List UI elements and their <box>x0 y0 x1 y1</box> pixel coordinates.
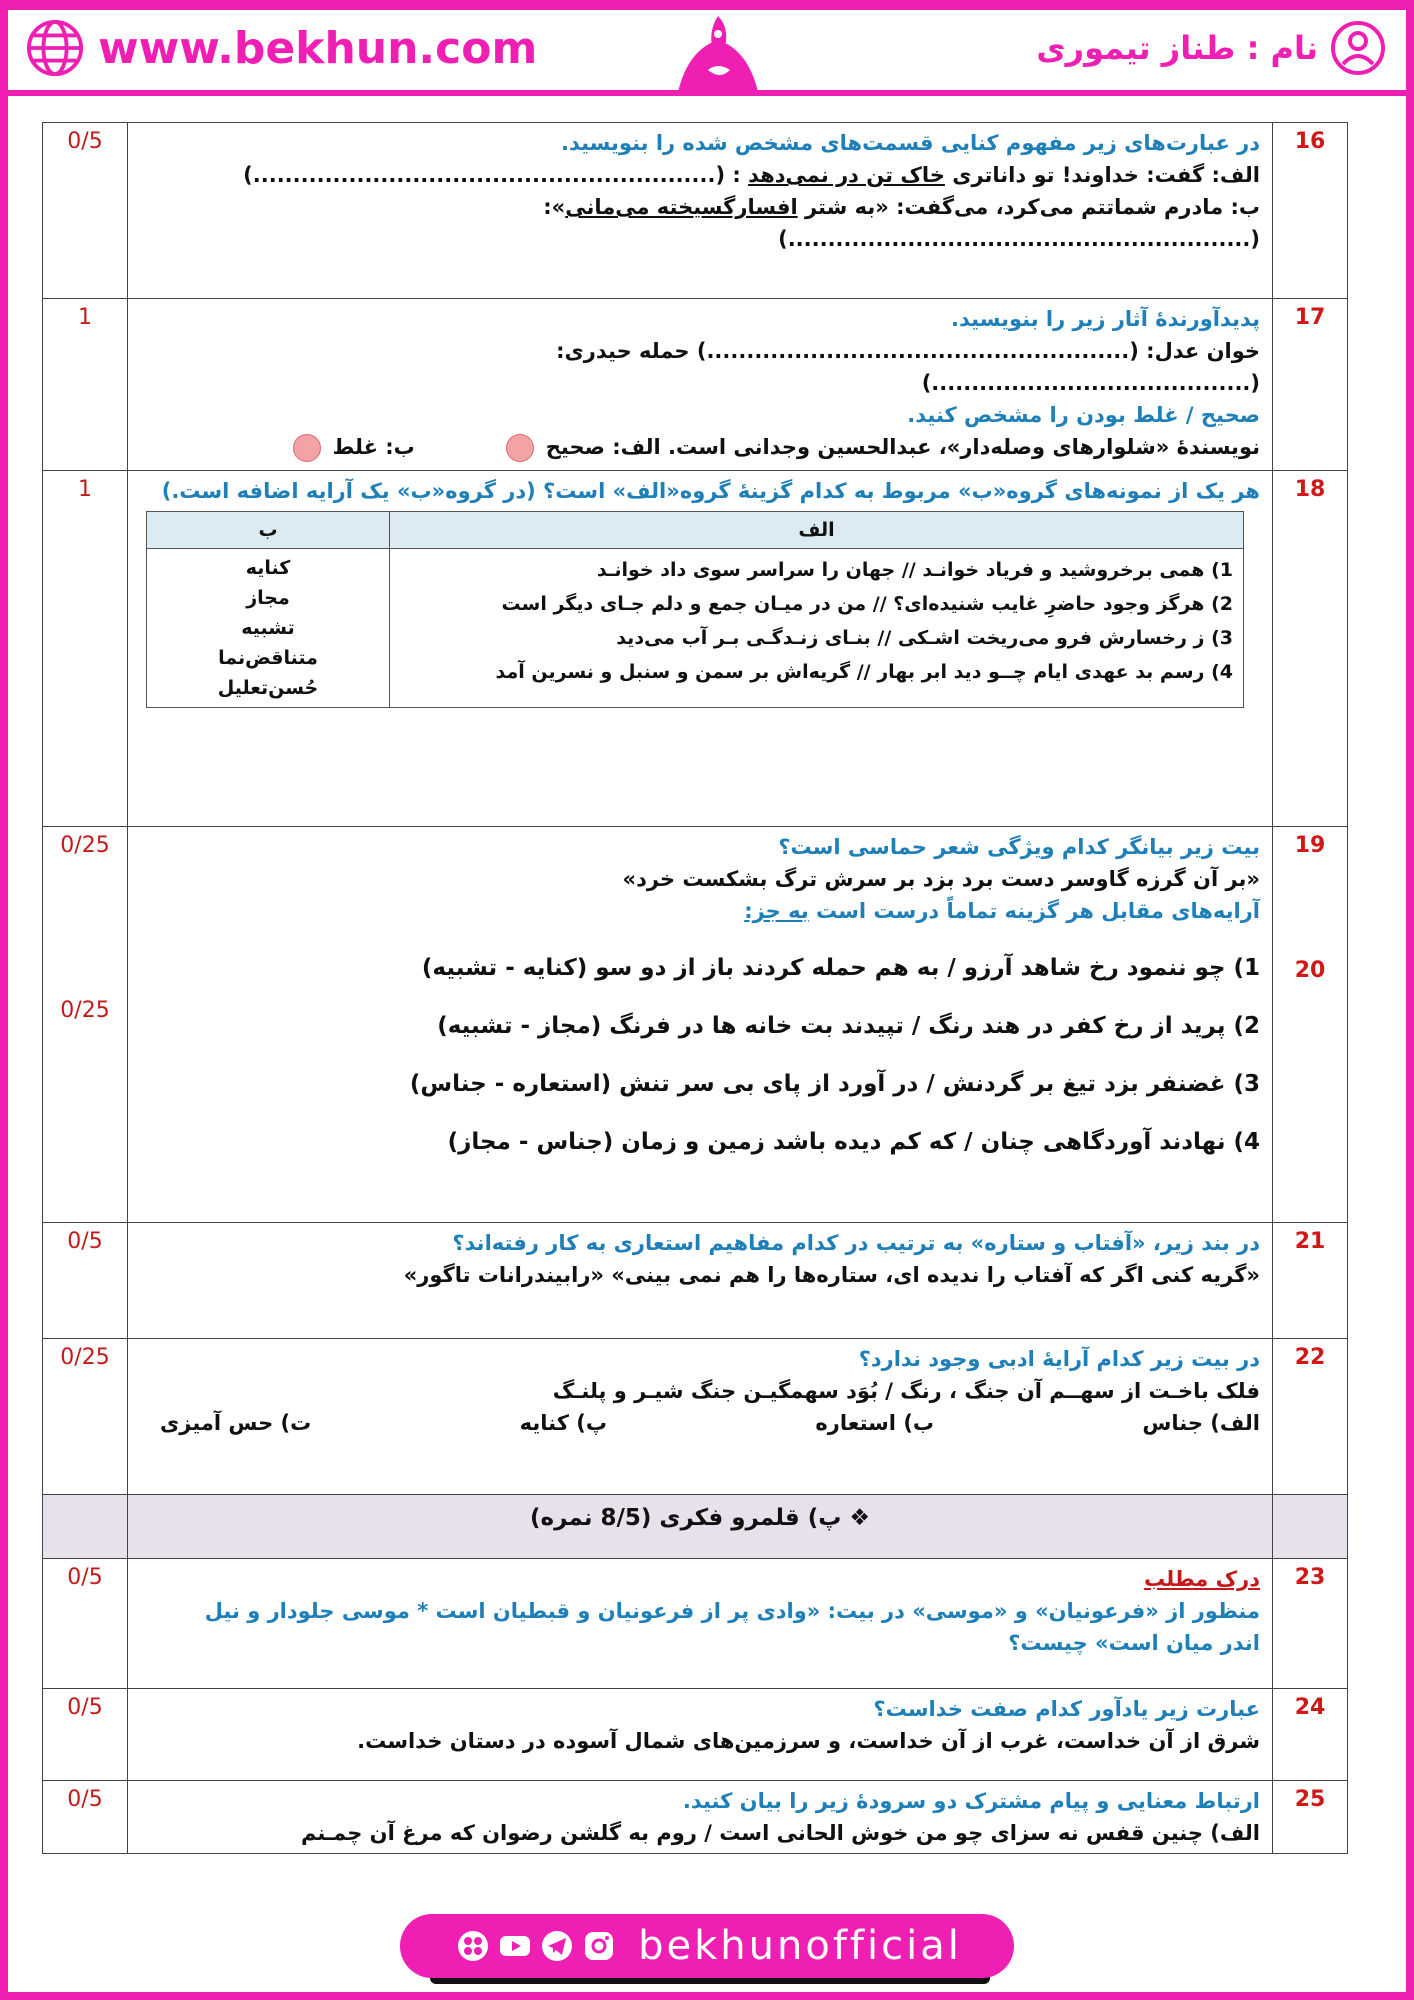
question-body <box>128 123 1273 299</box>
option-3: 3) غضنفر بزد تیغ بر گردنش / در آورد از پای بی سر تنش (استعاره - جناس) <box>409 1071 1260 1097</box>
aparat-icon[interactable] <box>456 1929 490 1963</box>
question-number: 16 <box>1273 123 1348 299</box>
section-header-row <box>43 1495 1348 1559</box>
telegram-icon[interactable] <box>540 1929 574 1963</box>
question-row-24 <box>43 1689 1348 1781</box>
question-number: 18 <box>1273 471 1348 827</box>
sub-heading: درک مطلب <box>1144 1567 1260 1591</box>
user-icon <box>1330 20 1386 76</box>
question-prompt: در بیت زیر کدام آرایهٔ ادبی وجود ندارد؟ <box>858 1347 1260 1371</box>
site-link[interactable] <box>26 18 537 78</box>
student-label: نام : طناز تیموری <box>1036 29 1318 67</box>
globe-icon <box>26 19 84 77</box>
question-row-17 <box>43 299 1348 471</box>
question-prompt: بیت زیر بیانگر کدام ویژگی شعر حماسی است؟ <box>778 835 1260 859</box>
answer-line-b: ب: مادرم شماتتم می‌کرد، می‌گفت: «به شتر افسارگسیخته می‌مانی»: <box>543 195 1260 219</box>
question-score: 0/25 <box>43 1339 128 1495</box>
option-d[interactable]: ت) حس آمیزی <box>160 1411 312 1435</box>
question-prompt: ارتباط معنایی و پیام مشترک دو سرودهٔ زیر را بیان کنید. <box>682 1789 1260 1813</box>
question-row-23 <box>43 1559 1348 1689</box>
group-b-list <box>147 549 390 708</box>
question-row-22 <box>43 1339 1348 1495</box>
option-1: 1) چو ننمود رخ شاهد آرزو / به هم حمله کردند باز از دو سو (کنایه - تشبیه) <box>421 955 1260 981</box>
question-body <box>128 1559 1273 1689</box>
question-number: 24 <box>1273 1689 1348 1781</box>
site-url: www.bekhun.com <box>98 22 538 74</box>
option-c[interactable]: پ) کنایه <box>519 1411 607 1435</box>
question-body <box>128 1223 1273 1339</box>
list-item: مجاز <box>246 587 290 609</box>
question-number: 17 <box>1273 299 1348 471</box>
question-score: 0/5 <box>43 1223 128 1339</box>
option-a[interactable]: الف) جناس <box>1142 1411 1260 1435</box>
answer-line-a: الف: گفت: خداوند! تو داناتری خاک تن در نمی‌دهد : (..........................................................) <box>243 163 1260 187</box>
list-item: 1) همی برخروشید و فریاد خوانـد // جهان را سراسر سوی داد خوانـد <box>596 559 1233 581</box>
question-prompt-2: صحیح / غلط بودن را مشخص کنید. <box>907 403 1260 427</box>
question-row-19-20 <box>43 827 1348 1223</box>
question-score: 1 <box>43 299 128 471</box>
question-score: 0/5 <box>43 1781 128 1854</box>
youtube-icon[interactable] <box>498 1929 532 1963</box>
question-prompt: پدیدآورندهٔ آثار زیر را بنویسید. <box>951 307 1260 331</box>
options-line <box>160 1407 1260 1439</box>
question-body <box>128 471 1273 827</box>
question-prompt: در بند زیر، «آفتاب و ستاره» به ترتیب در کدام مفاهیم استعاری به کار رفته‌اند؟ <box>452 1231 1260 1255</box>
quote-line: «گریه کنی اگر که آفتاب را ندیده ای، ستاره‌ها را هم نمی بینی» «رابیندرانات تاگور» <box>403 1263 1260 1287</box>
list-item: 4) رسم بد عهدی ایام چــو دید ابر بهار // گریه‌اش بر سمن و سنبل و نسرین آمد <box>495 661 1233 683</box>
question-body <box>128 1781 1273 1854</box>
question-prompt: منظور از «فرعونیان» و «موسی» در بیت: «وادی پر از فرعونیان و قبطیان است * موسی جلودار و نیل اندر میان است» چیست؟ <box>204 1599 1260 1655</box>
question-score: 0/5 <box>43 1689 128 1781</box>
question-row-25 <box>43 1781 1348 1854</box>
list-item: تشبیه <box>241 617 295 639</box>
brand-logo-icon <box>668 10 768 92</box>
list-item: حُسن‌تعلیل <box>217 677 319 699</box>
question-score: 0/25 0/25 <box>43 827 128 1223</box>
answer-blank[interactable]: (..........................................................) <box>778 227 1260 251</box>
choice-false-radio[interactable] <box>293 434 321 462</box>
quote-line: شرق از آن خداست، غرب از آن خداست، و سرزمین‌های شمال آسوده در دستان خداست. <box>357 1729 1260 1753</box>
true-false-line: نویسندهٔ «شلوارهای وصله‌دار»، عبدالحسین وجدانی است. الف: صحیح ب: غلط <box>140 431 1260 463</box>
question-body <box>128 1689 1273 1781</box>
column-header-b: ب <box>147 512 390 549</box>
social-handle[interactable]: bekhunofficial <box>638 1923 962 1969</box>
question-prompt: عبارت زیر یادآور کدام صفت خداست؟ <box>873 1697 1260 1721</box>
question-row-16 <box>43 123 1348 299</box>
question-number: 23 <box>1273 1559 1348 1689</box>
poem-line: فلک باخـت از سهــم آن جنگ ، رنگ / بُوَد سهمگیـن جنگ شیـر و پلنـگ <box>552 1379 1260 1403</box>
answer-blank[interactable]: (........................................) <box>921 371 1260 395</box>
question-score: 1 <box>43 471 128 827</box>
question-body <box>128 299 1273 471</box>
header <box>8 10 1406 96</box>
matching-table <box>146 511 1244 708</box>
option-2: 2) پرید از رخ کفر در هند رنگ / تپیدند بت خانه ها در فرنگ (مجاز - تشبیه) <box>437 1013 1260 1039</box>
question-prompt-20: آرایه‌های مقابل هر گزینه تماماً درست است به جز: <box>744 899 1260 923</box>
option-4: 4) نهادند آوردگاهی چنان / که کم دیده باشد زمین و زمان (جناس - مجاز) <box>447 1129 1260 1155</box>
question-row-21 <box>43 1223 1348 1339</box>
question-prompt: هر یک از نمونه‌های گروه«ب» مربوط به کدام گزینهٔ گروه«الف» است؟ (در گروه«ب» یک آرایه اضافه است.) <box>161 479 1260 503</box>
option-b[interactable]: ب) استعاره <box>815 1411 935 1435</box>
student-name <box>1036 18 1386 78</box>
question-score: 0/5 <box>43 1559 128 1689</box>
question-number: 25 <box>1273 1781 1348 1854</box>
question-number: 22 <box>1273 1339 1348 1495</box>
poem-line: الف) چنین قفس نه سزای چو من خوش الحانی است / روم به گلشن رضوان که مرغ آن چمـنم <box>300 1821 1260 1845</box>
question-body <box>128 827 1273 1223</box>
list-item: کنایه <box>245 557 291 579</box>
social-footer <box>400 1914 1014 1978</box>
question-row-18 <box>43 471 1348 827</box>
choice-true-radio[interactable] <box>506 434 534 462</box>
list-item: 3) ز رخسارش فرو می‌ریخت اشـکی // بنـای زنـدگـی بـر آب می‌دید <box>616 627 1233 649</box>
question-number: 21 <box>1273 1223 1348 1339</box>
list-item: متناقض‌نما <box>218 647 318 669</box>
question-score: 0/5 <box>43 123 128 299</box>
answer-line[interactable]: خوان عدل: (.....................................................) حمله حیدری: <box>556 339 1260 363</box>
column-header-a: الف <box>390 512 1244 549</box>
poem-line: «بر آن گرزه گاوسر دست برد بزد بر سرش ترگ بشکست خرد» <box>622 867 1260 891</box>
instagram-icon[interactable] <box>582 1929 616 1963</box>
question-prompt: در عبارت‌های زیر مفهوم کنایی قسمت‌های مشخص شده را بنویسید. <box>560 131 1260 155</box>
question-body <box>128 1339 1273 1495</box>
exam-table <box>42 122 1348 1854</box>
list-item: 2) هرگز وجود حاضرِ غایب شنیده‌ای؟ // من در میـان جمع و دلم جـای دیگر است <box>501 593 1233 615</box>
section-title: ❖ پ) قلمرو فکری (8/5 نمره) <box>128 1495 1273 1559</box>
question-number: 19 20 <box>1273 827 1348 1223</box>
group-a-list <box>390 549 1244 708</box>
